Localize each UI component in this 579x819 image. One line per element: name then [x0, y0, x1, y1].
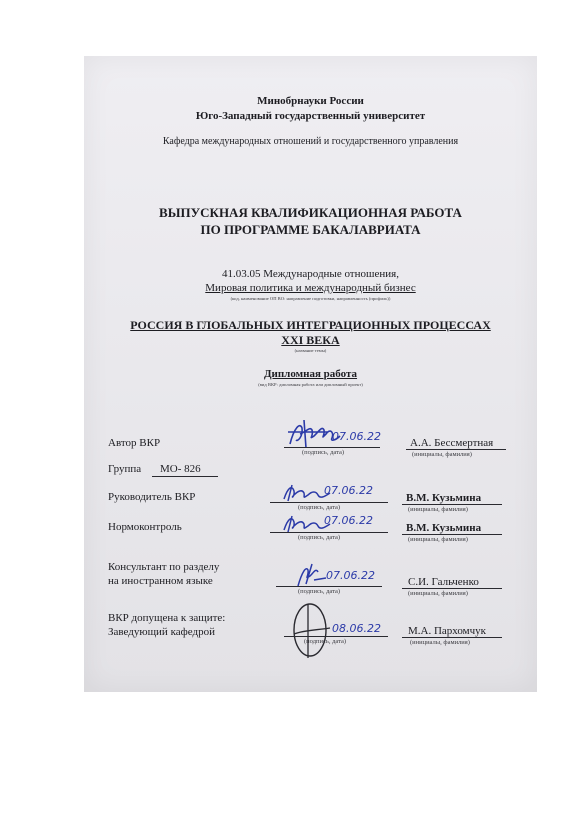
supervisor-signature-line: [270, 502, 388, 503]
direction-line1: 41.03.05 Международные отношения,: [222, 268, 399, 280]
author-label: Автор ВКР: [108, 437, 161, 449]
direction-caption: (код, наименование ОП ВО: направление подготовки, направленность (профиль)): [230, 296, 391, 301]
author-signature-line: [284, 447, 380, 448]
consultant-name-line: [402, 588, 502, 589]
supervisor-label: Руководитель ВКР: [108, 491, 196, 503]
consultant-label-line2: на иностранном языке: [108, 575, 213, 587]
admission-label-line1: ВКР допущена к защите:: [108, 612, 226, 624]
normcontrol-sign-date: 07.06.22: [324, 514, 373, 527]
title-page-sheet: [84, 56, 537, 692]
group-label: Группа: [108, 463, 142, 475]
head-name: М.А. Пархомчук: [408, 625, 487, 637]
topic-line1: РОССИЯ В ГЛОБАЛЬНЫХ ИНТЕГРАЦИОННЫХ ПРОЦЕССАХ: [130, 318, 491, 332]
head-sign-caption: (подпись, дата): [304, 638, 347, 645]
topic-line2: XXI ВЕКА: [281, 333, 340, 347]
normcontrol-name-caption: (инициалы, фамилия): [408, 536, 468, 543]
supervisor-sign-caption: (подпись, дата): [298, 504, 341, 511]
work-type-line1: ВЫПУСКНАЯ КВАЛИФИКАЦИОННАЯ РАБОТА: [159, 205, 462, 220]
ministry-name: Минобрнауки России: [257, 95, 364, 107]
work-kind: Дипломная работа: [263, 368, 358, 380]
head-label-line2: Заведующий кафедрой: [108, 626, 215, 638]
author-name-line: [406, 449, 506, 450]
head-name-caption: (инициалы, фамилия): [410, 639, 470, 646]
consultant-sign-date: 07.06.22: [326, 569, 375, 582]
work-type-line2: ПО ПРОГРАММЕ БАКАЛАВРИАТА: [200, 222, 421, 237]
consultant-name-caption: (инициалы, фамилия): [408, 590, 468, 597]
topic-caption: (название темы): [294, 348, 327, 353]
consultant-label-line1: Консультант по разделу: [108, 561, 220, 573]
head-sign-date: 08.06.22: [332, 622, 381, 635]
head-signature-line: [284, 636, 388, 637]
author-sign-caption: (подпись, дата): [302, 449, 345, 456]
consultant-name: С.И. Гальченко: [408, 576, 479, 588]
normcontrol-name: В.М. Кузьмина: [406, 522, 482, 534]
group-line: [152, 476, 218, 477]
work-kind-caption: (вид ВКР: дипломная работа или дипломный проект): [258, 382, 363, 387]
group-value: МО- 826: [160, 463, 201, 475]
supervisor-name-line: [402, 504, 502, 505]
author-name: А.А. Бессмертная: [410, 437, 494, 449]
normcontrol-signature-line: [270, 532, 388, 533]
normcontrol-name-line: [402, 534, 502, 535]
university-name: Юго-Западный государственный университет: [195, 110, 426, 122]
head-name-line: [402, 637, 502, 638]
department-name: Кафедра международных отношений и государственного управления: [162, 136, 459, 147]
supervisor-name: В.М. Кузьмина: [406, 492, 482, 504]
author-name-caption: (инициалы, фамилия): [412, 451, 472, 458]
author-sign-date: 07.06.22: [332, 430, 381, 443]
direction-line2: Мировая политика и международный бизнес: [205, 282, 416, 294]
supervisor-name-caption: (инициалы, фамилия): [408, 506, 468, 513]
normcontrol-label: Нормоконтроль: [108, 521, 182, 533]
normcontrol-sign-caption: (подпись, дата): [298, 534, 341, 541]
supervisor-sign-date: 07.06.22: [324, 484, 373, 497]
consultant-signature-line: [276, 586, 382, 587]
consultant-sign-caption: (подпись, дата): [298, 588, 341, 595]
